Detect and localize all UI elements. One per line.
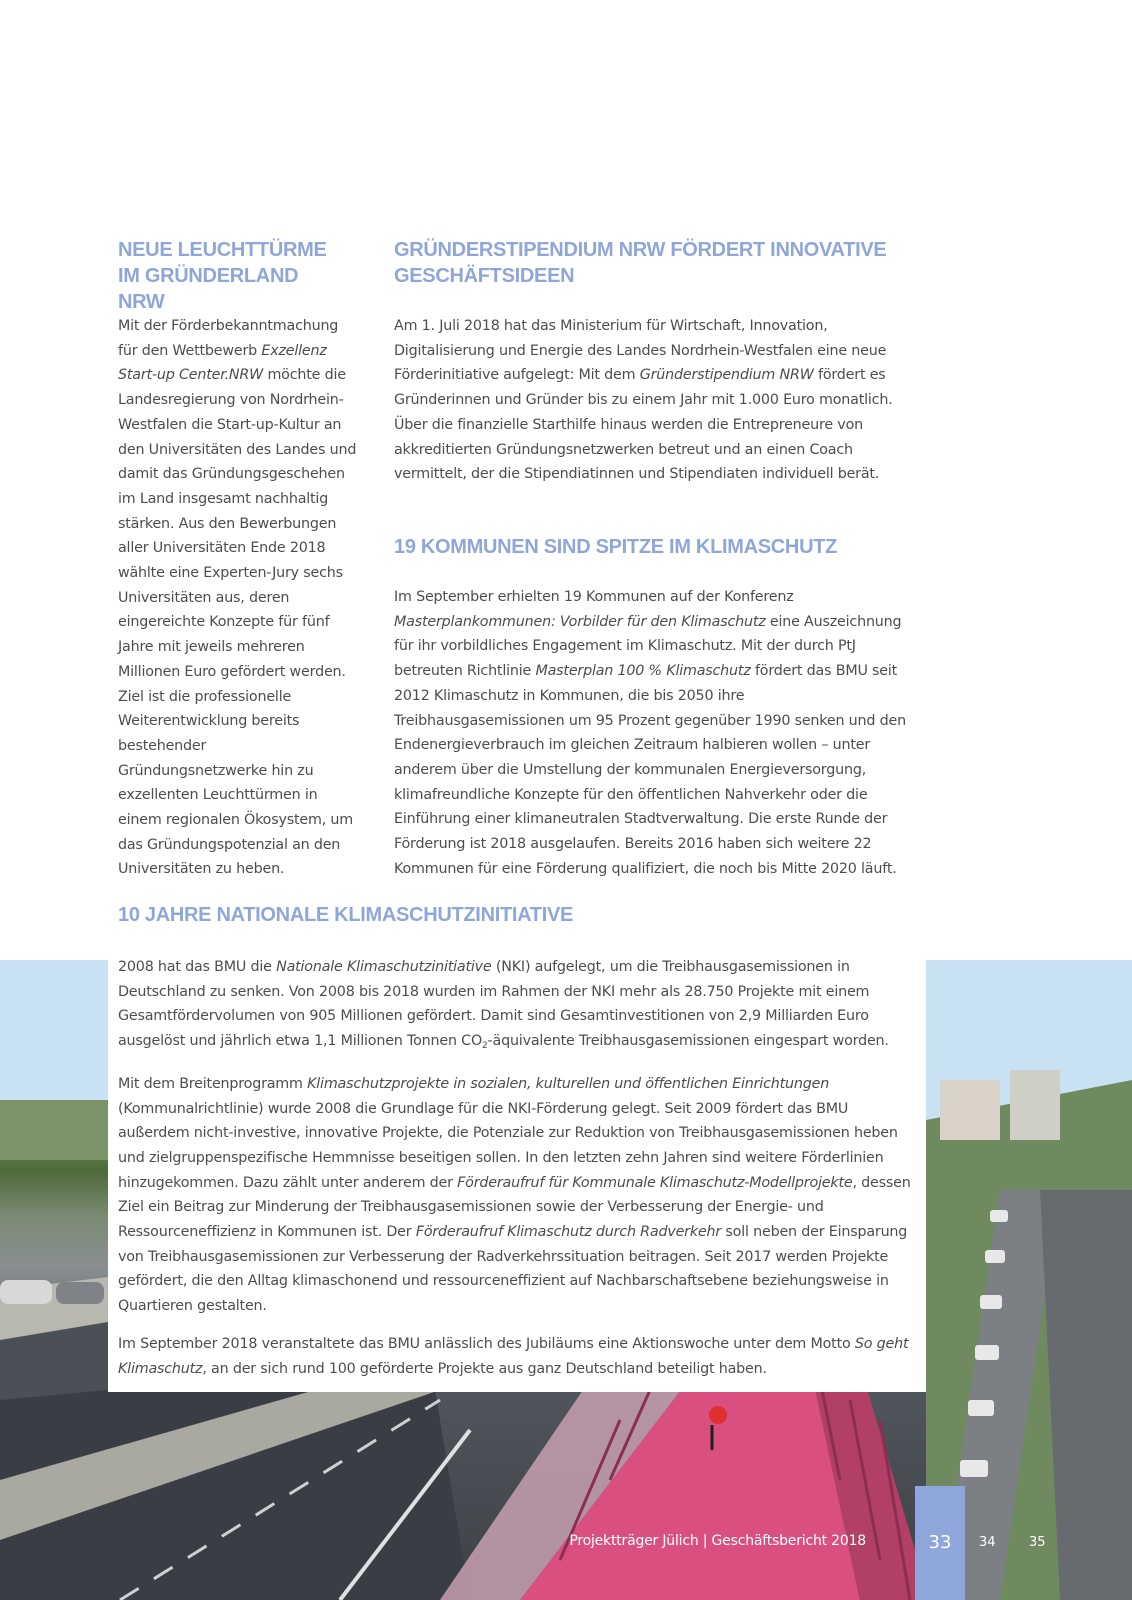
heading-gruenderstipendium: GRÜNDERSTIPENDIUM NRW FÖRDERT INNOVATIVE GESCHÄFTSIDEEN <box>394 239 887 287</box>
text-nki <box>118 955 914 1381</box>
cyclist <box>709 1406 727 1424</box>
page-number-after[interactable]: 35 <box>1029 1535 1046 1550</box>
paragraph: Mit der Förderbekanntmachung für den Wettbewerb Exzellenz Start-up Center.NRW möchte die Landesregierung von Nordrhein-Westfalen die Start-up-Kultur an den Universitäten des Landes und damit das Gründungsgeschehen im Land insgesamt nachhaltig stärken. Aus den Bewerbungen aller Universitäten Ende 2018 wählte eine Experten-Jury sechs Universitäten aus, deren eingereichte Konzepte für fünf Jahre mit jeweils mehreren Millionen Euro gefördert werden. Ziel ist die professionelle Weiterentwicklung bereits bestehender Gründungsnetzwerke hin zu exzellenten Leuchttürmen in einem regionalen Ökosystem, um das Gründungspotenzial an den Universitäten zu heben. <box>118 318 357 878</box>
heading-leuchttuerme: NEUE LEUCHTTÜRME IM GRÜNDERLAND NRW <box>118 239 327 313</box>
paragraph: Mit dem Breitenprogramm Klimaschutzprojekte in sozialen, kulturellen und öffentlichen Einrichtungen (Kommunalrichtlinie) wurde 2008 die Grundlage für die NKI-Förderung gelegt. Seit 2009 fördert das BMU außerdem nicht-investive, innovative Projekte, die Potenziale zur Reduktion von Treibhausgasemissionen heben und zielgruppenspezifische Hemmnisse beseitigen sollen. In den letzten zehn Jahren sind weitere Förderlinien hinzugekommen. Dazu zählt unter anderem der Förderaufruf für Kommunale Klimaschutz-Modellprojekte, dessen Ziel ein Beitrag zur Minderung der Treibhausgasemissionen sowie der Verbesserung der Energie- und Ressourceneffizienz in Kommunen ist. Der Förderaufruf Klimaschutz durch Radverkehr soll neben der Einsparung von Treibhausgasemissionen zur Verbesserung der Radverkehrssituation beitragen. Seit 2017 werden Projekte gefördert, die den Alltag klimaschonend und ressourceneffizient auf Nachbarschaftsebene beziehungsweise in Quartieren gestalten. <box>118 1075 911 1315</box>
heading-kommunen: 19 KOMMUNEN SIND SPITZE IM KLIMASCHUTZ <box>394 536 838 558</box>
paragraph: 2008 hat das BMU die Nationale Klimaschutzinitiative (NKI) aufgelegt, um die Treibhausgasemissionen in Deutschland zu senken. Von 2008 bis 2018 wurden im Rahmen der NKI mehr als 28.750 Projekte mit einem Gesamtfördervolumen von 905 Millionen gefördert. Damit sind Gesamtinvestitionen von 2,9 Milliarden Euro ausgelöst und jährlich etwa 1,1 Millionen Tonnen $CO_2$-äquivalente Treibhausgasemissionen eingespart worden. <box>118 959 889 1052</box>
page-number-next[interactable]: 34 <box>979 1535 996 1550</box>
footer-publication: Projektträger Jülich | Geschäftsbericht 2018 <box>569 1533 866 1549</box>
text-gruenderstipendium <box>394 314 914 487</box>
paragraph: Im September erhielten 19 Kommunen auf der Konferenz Masterplankommunen: Vorbilder für den Klimaschutz eine Auszeichnung für ihr vorbildliches Engagement im Klimaschutz. Mit der durch PtJ betreuten Richtlinie Masterplan 100 % Klimaschutz fördert das BMU seit 2012 Klimaschutz in Kommunen, die bis 2050 ihre Treibhausgasemissionen um 95 Prozent gegenüber 1990 senken und den Endenergieverbrauch im gleichen Zeitraum halbieren wollen – unter anderem über die Umstellung der kommunalen Energieversorgung, klimafreundliche Konzepte für den öffentlichen Nahverkehr oder die Einführung einer klimaneutralen Stadtverwaltung. Die erste Runde der Förderung ist 2018 ausgelaufen. Bereits 2016 haben sich weitere 22 Kommunen für eine Förderung qualifiziert, die noch bis Mitte 2020 läuft. <box>394 589 906 877</box>
paragraph: Im September 2018 veranstaltete das BMU anlässlich des Jubiläums eine Aktionswoche unter dem Motto So geht Klimaschutz, an der sich rund 100 geförderte Projekte aus ganz Deutschland beteiligt haben. <box>118 1335 909 1377</box>
text-leuchttuerme <box>118 314 358 882</box>
heading-nki: 10 JAHRE NATIONALE KLIMASCHUTZINITIATIVE <box>118 904 574 926</box>
paragraph: Am 1. Juli 2018 hat das Ministerium für Wirtschaft, Innovation, Digitalisierung und Energie des Landes Nordrhein-Westfalen eine neue Förderinitiative aufgelegt: Mit dem Gründerstipendium NRW fördert es Gründerinnen und Gründer bis zu einem Jahr mit 1.000 Euro monatlich. Über die finanzielle Starthilfe hinaus werden die Entrepreneure von akkreditierten Gründungsnetzwerken betreut und an einen Coach vermittelt, der die Stipendiatinnen und Stipendiaten individuell berät. <box>394 318 893 483</box>
page-number-current: 33 <box>928 1532 952 1553</box>
text-kommunen <box>394 585 914 881</box>
